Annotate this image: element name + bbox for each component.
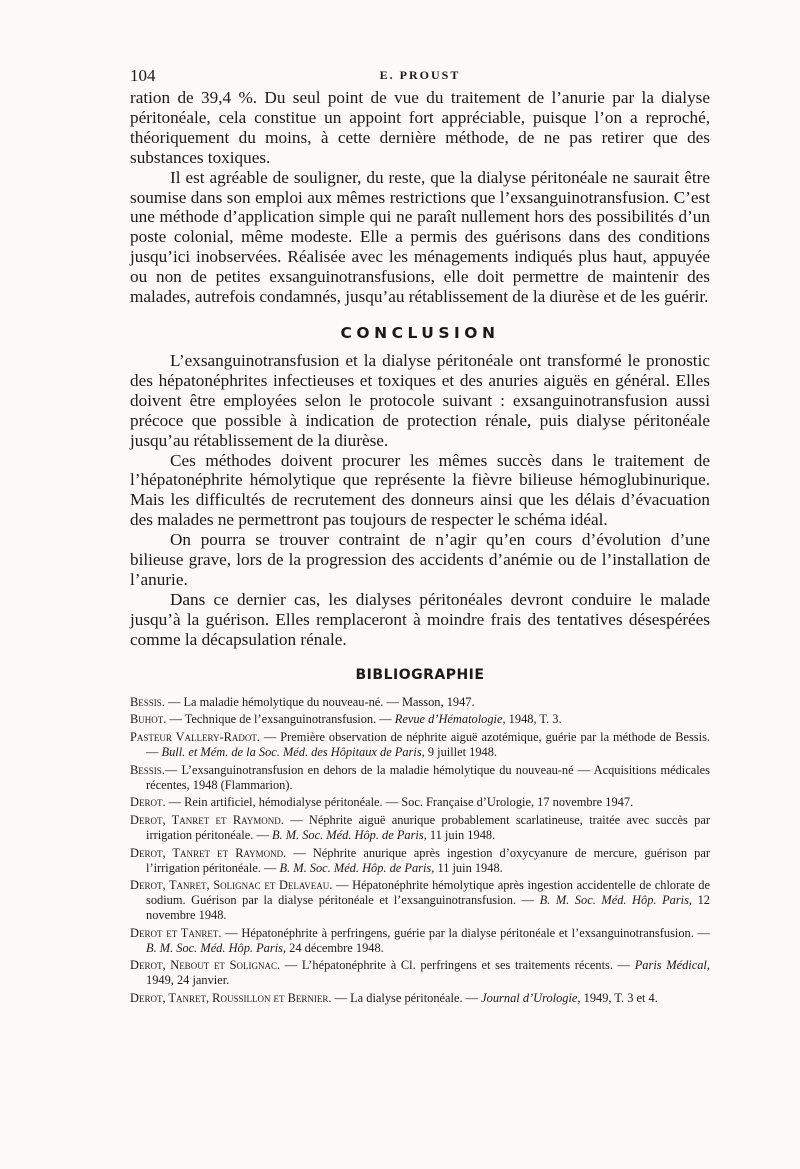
bibliography-entry — [130, 730, 710, 760]
reference-details: , 12 novembre 1948. — [146, 893, 710, 922]
bibliography-entry — [130, 991, 710, 1006]
bibliography-entry — [130, 846, 710, 876]
reference-authors: Derot et Tanret. — [130, 925, 222, 940]
reference-details: , 9 juillet 1948. — [421, 744, 498, 759]
reference-text: — L’exsanguinotransfusion en dehors de la maladie hémolytique du nouveau-né — Acquisitions médicales récentes, 1948 (Flammarion). — [146, 762, 710, 792]
reference-venue: Bull. et Mém. de la Soc. Méd. des Hôpitaux de Paris — [161, 744, 422, 759]
bibliography-list — [130, 695, 710, 1006]
bibliography-entry — [130, 958, 710, 988]
reference-details: , 11 juin 1948. — [423, 827, 496, 842]
reference-authors: Derot, Tanret et Raymond. — [130, 813, 284, 828]
reference-venue: Revue d’Hématologie — [394, 712, 503, 727]
conclusion-heading: CONCLUSION — [340, 323, 500, 342]
page-number: 104 — [130, 66, 156, 85]
reference-venue: B. M. Soc. Méd. Hôp. Paris — [539, 893, 689, 908]
reference-text: — Hépatonéphrite à perfringens, guérie par la dialyse péritonéale et l’exsanguinotransfusion. — — [221, 925, 711, 940]
reference-authors: Bessis. — [130, 694, 165, 709]
reference-text: — La maladie hémolytique du nouveau-né. — Masson, 1947. — [164, 694, 475, 709]
bibliography-entry — [130, 795, 710, 810]
bibliography-entry — [130, 695, 710, 710]
reference-details: , 1949, T. 3 et 4. — [577, 990, 658, 1005]
reference-authors: Derot, Nebout et Solignac. — [130, 958, 281, 973]
reference-text: — Hépatonéphrite hémolytique après ingestion accidentelle de chlorate de sodium. Guérison par la dialyse péritonéale et l’exsanguinotransfusion. — — [146, 878, 711, 908]
reference-authors: Buhot. — [130, 712, 167, 727]
page — [130, 66, 710, 1009]
reference-text: — Technique de l’exsanguinotransfusion. — — [166, 712, 395, 727]
reference-text: — La dialyse péritonéale. — — [331, 990, 482, 1005]
paragraph: Il est agréable de souligner, du reste, que la dialyse péritonéale ne saurait être soumise dans son emploi aux mêmes restrictions que l’exsanguinotransfusion. C’est une méthode d’application simple qui ne paraît nullement hors des possibilités d’un poste colonial, même modeste. Elle a permis des guérisons dans des conditions jusqu’ici inobservées. Réalisée avec les ménagements indiqués plus haut, appuyée ou non de petites exsanguinotransfusions, elle doit permettre de maintenir des malades, autrefois condamnés, jusqu’au rétablissement de la diurèse et de les guérir. — [130, 167, 710, 307]
reference-details: , 24 décembre 1948. — [282, 940, 384, 955]
reference-details: , 11 juin 1948. — [431, 860, 503, 875]
conclusion-paragraph: Dans ce dernier cas, les dialyses péritonéales devront conduire le malade jusqu’à la guérison. Elles remplaceront à moindre frais des tentatives désespérées comme la décapsulation rénale. — [130, 589, 710, 649]
reference-authors: Derot. — [130, 795, 166, 810]
reference-details: , 1949, 24 janvier. — [146, 958, 710, 988]
reference-text: — Néphrite aiguë anurique probablement scarlatineuse, traitée avec succès par irrigation péritonéale. — — [146, 813, 710, 842]
reference-authors: Derot, Tanret et Raymond. — [130, 845, 287, 860]
bibliography-entry — [130, 878, 710, 922]
bibliography-entry — [130, 763, 710, 793]
reference-text: — L’hépatonéphrite à Cl. perfringens et ses traitements récents. — — [280, 958, 635, 973]
paragraph: ration de 39,4 %. Du seul point de vue du traitement de l’anurie par la dialyse péritonéale, cela constitue un appoint fort appréciable, puisque l’on a reproché, théoriquement du moins, à cette dernière méthode, de ne pas retirer que des substances toxiques. — [130, 88, 710, 167]
bibliography-entry — [130, 813, 710, 843]
reference-text: — Rein artificiel, hémodialyse péritonéale. — Soc. Française d’Urologie, 17 novembre 1947. — [165, 795, 634, 810]
body-text — [130, 88, 710, 650]
reference-authors: Bessis. — [130, 762, 165, 777]
reference-venue: B. M. Soc. Méd. Hôp. Paris — [146, 940, 283, 955]
bibliography-entry — [130, 926, 710, 956]
bibliography-heading: BIBLIOGRAPHIE — [355, 666, 485, 683]
reference-venue: Paris Médical — [634, 958, 707, 973]
conclusion-paragraph: L’exsanguinotransfusion et la dialyse péritonéale ont transformé le pronostic des hépatonéphrites infectieuses et toxiques et des anuries aiguës en général. Elles doivent être employées selon le protocole suivant : exsanguinotransfusion aussi précoce que possible à indication de protection rénale, puis dialyse péritonéale jusqu’au rétablissement de la diurèse. — [130, 350, 710, 450]
running-title: E. PROUST — [379, 68, 461, 82]
reference-details: , 1948, T. 3. — [502, 712, 562, 727]
reference-venue: B. M. Soc. Méd. Hôp. de Paris — [271, 827, 424, 842]
running-head — [130, 66, 710, 88]
conclusion-paragraph: Ces méthodes doivent procurer les mêmes succès dans le traitement de l’hépatonéphrite hémolytique que représente la fièvre bilieuse hémoglubinurique. Mais les difficultés de recrutement des donneurs ainsi que les délais d’évacuation des malades ne permettront pas toujours de respecter le schéma idéal. — [130, 450, 710, 530]
conclusion-paragraph: On pourra se trouver contraint de n’agir qu’en cours d’évolution d’une bilieuse grave, lors de la progression des accidents d’anémie ou de l’installation de l’anurie. — [130, 530, 710, 589]
reference-authors: Derot, Tanret, Solignac et Delaveau. — [130, 878, 333, 893]
reference-venue: Journal d’Urologie — [481, 990, 578, 1005]
reference-text: — Première observation de néphrite aiguë azotémique, guérie par la méthode de Bessis. — — [146, 730, 710, 759]
reference-authors: Pasteur Vallery-Radot. — [130, 730, 261, 745]
reference-text: — Néphrite anurique après ingestion d’oxycyanure de mercure, guérison par l’irrigation péritonéale. — — [146, 845, 710, 875]
reference-authors: Derot, Tanret, Roussillon et Bernier. — [130, 990, 332, 1005]
bibliography-entry — [130, 712, 710, 727]
reference-venue: B. M. Soc. Méd. Hôp. de Paris — [279, 860, 432, 875]
